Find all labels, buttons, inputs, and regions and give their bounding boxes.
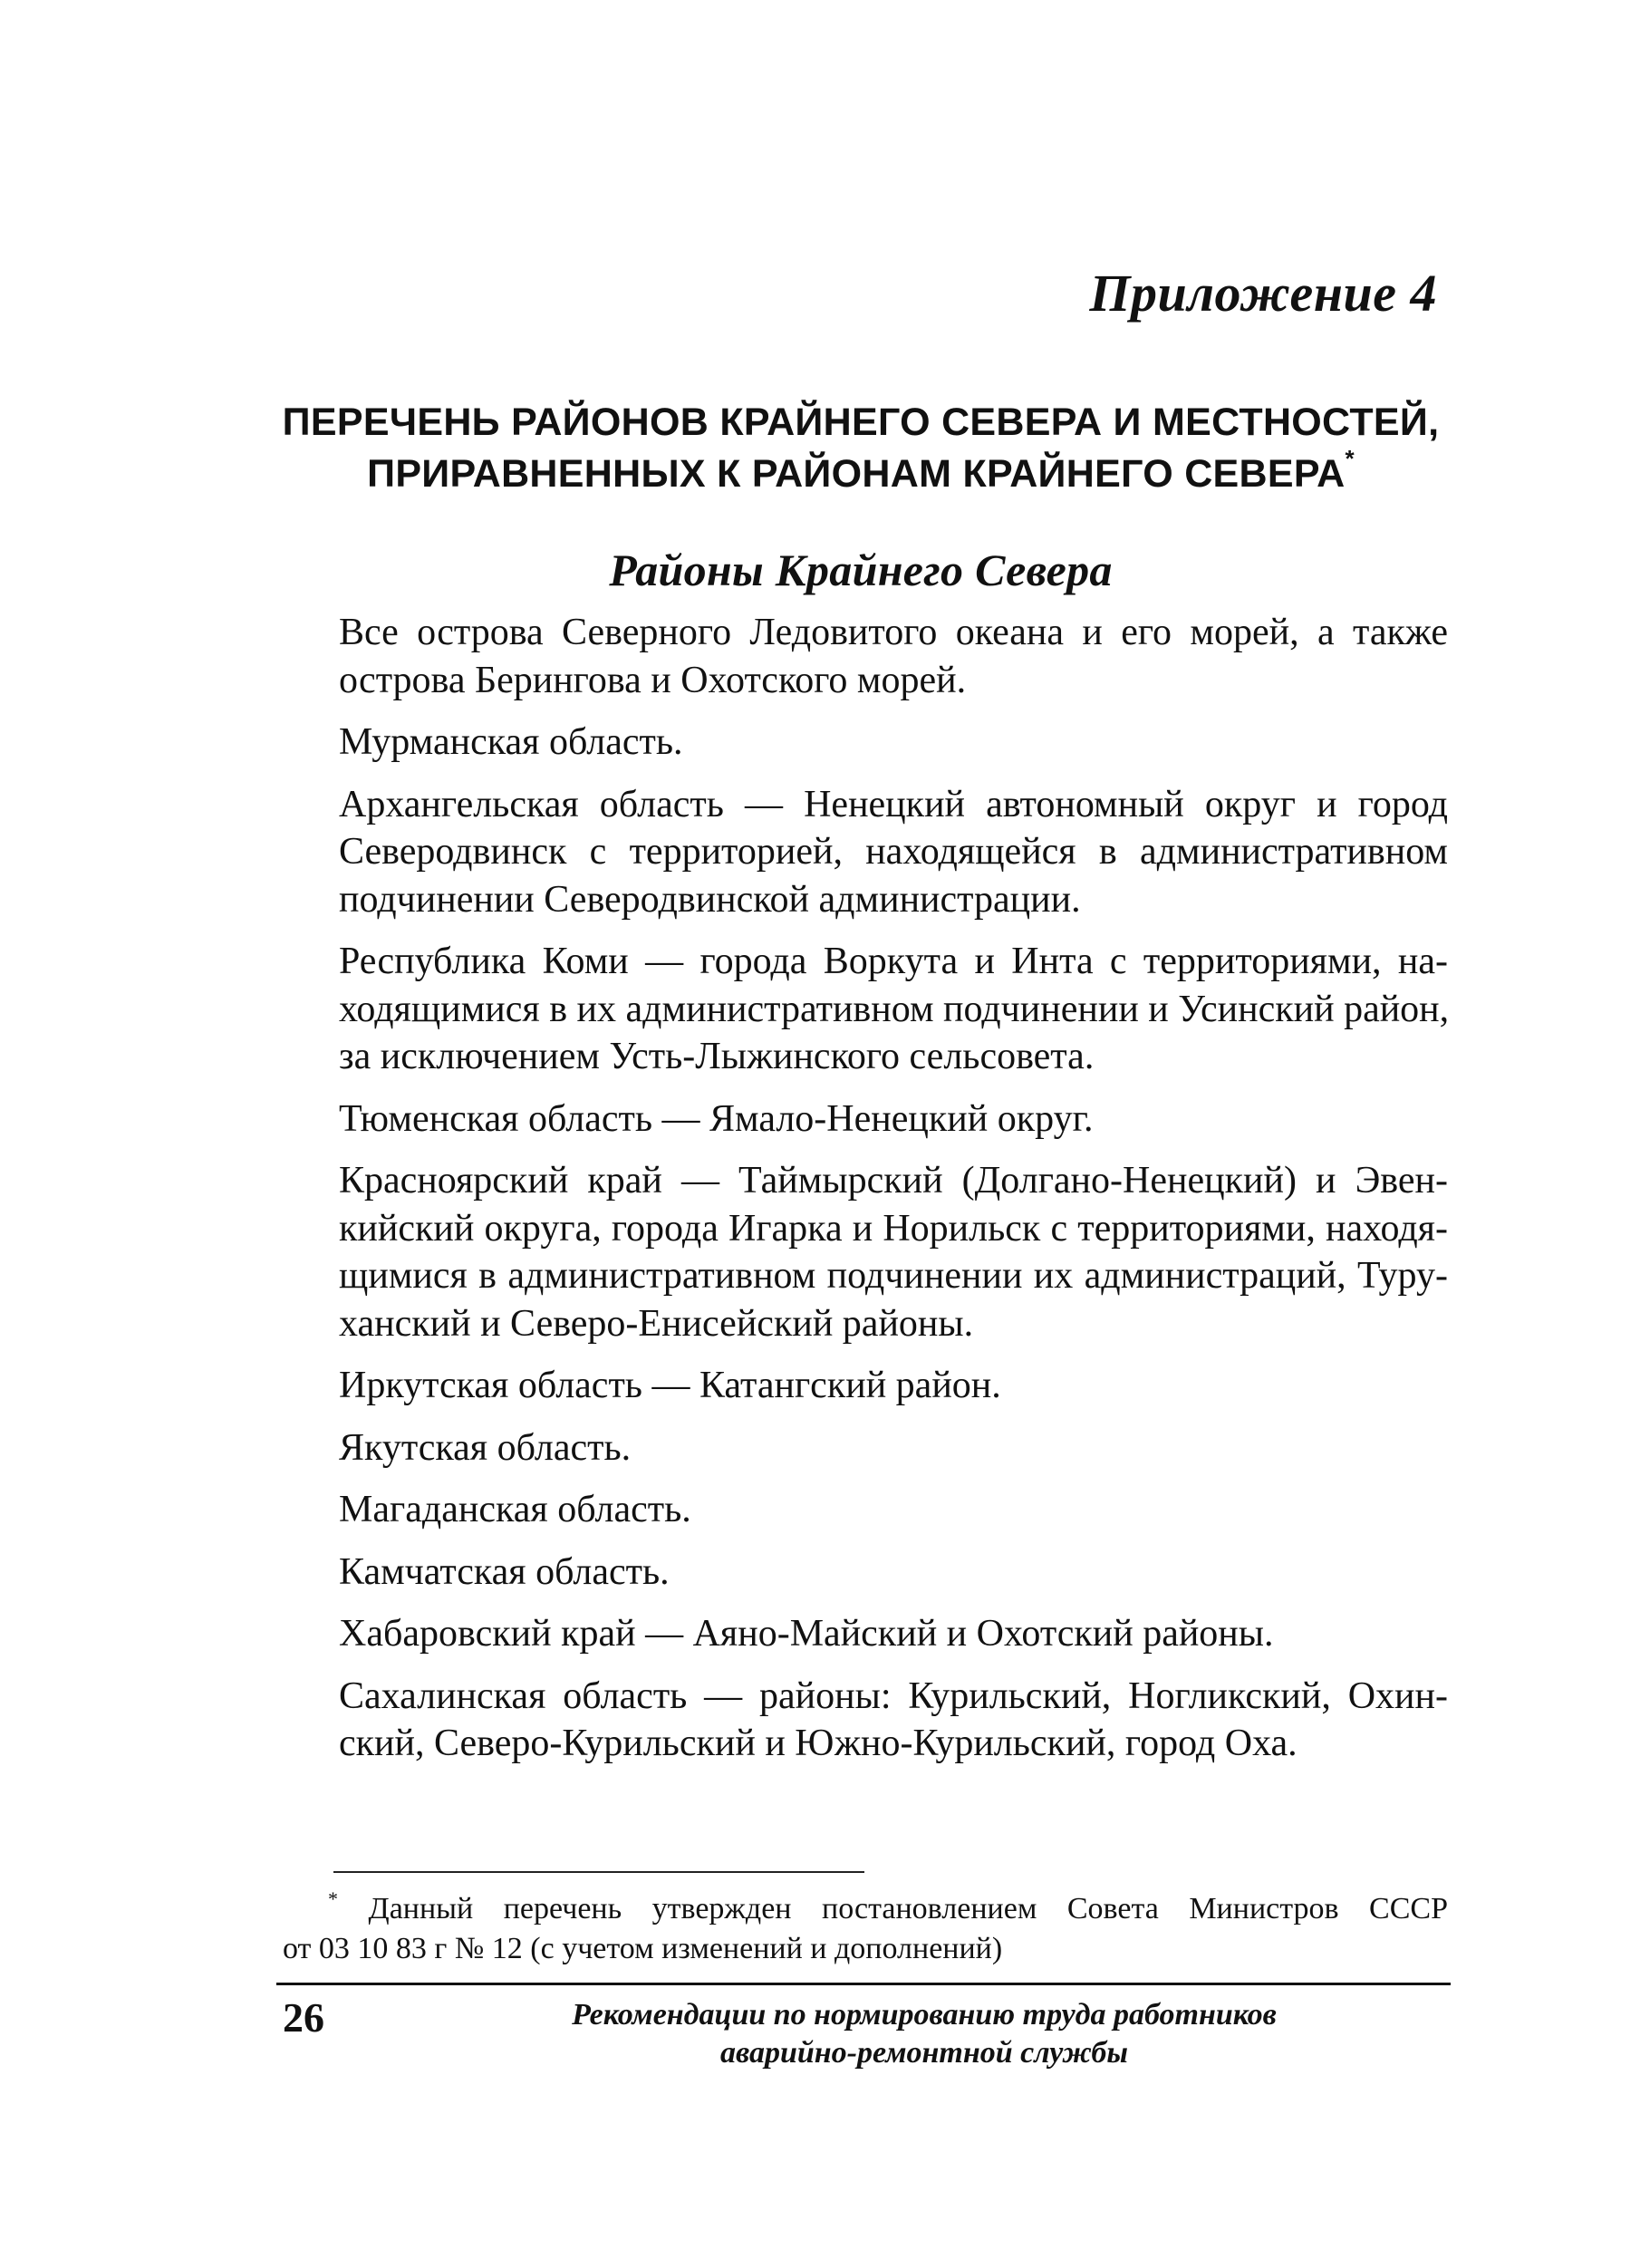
- paragraph-line: ханский и Северо-Енисейский районы.: [339, 1302, 974, 1345]
- paragraph: [283, 1424, 1448, 1472]
- footnote-line-2: от 03 10 83 г № 12 (с учетом изменений и дополнений): [283, 1932, 1003, 1965]
- paragraph-line: Магаданская область.: [339, 1489, 691, 1530]
- paragraph-line: Все острова Северного Ледовитого океана и его морей, а также: [339, 612, 1448, 653]
- footnote-mark: *: [328, 1887, 338, 1910]
- page-number: 26: [283, 1994, 324, 2041]
- footnote-divider: [333, 1871, 864, 1873]
- paragraph: [283, 1486, 1448, 1534]
- paragraph-line: Республика Коми — города Воркута и Инта с территориями, на-: [339, 941, 1448, 982]
- paragraph-line: ский, Северо-Курильский и Южно-Курильский, город Оха.: [339, 1723, 1298, 1764]
- paragraph-line: Мурманская область.: [339, 721, 683, 763]
- footnote-line-1-text: Данный перечень утвержден постановлением Совета Министров СССР: [368, 1892, 1448, 1925]
- paragraph-line: Красноярский край — Таймырский (Долгано-Ненецкий) и Эвен-: [339, 1160, 1448, 1202]
- paragraph: [283, 1610, 1448, 1658]
- footer-divider: [276, 1983, 1451, 1985]
- section-title: Районы Крайнего Севера: [609, 545, 1113, 595]
- paragraph: [283, 781, 1448, 924]
- paragraph: [283, 938, 1448, 1081]
- running-footer-line-1: Рекомендации по нормированию труда работников: [572, 1998, 1277, 2032]
- paragraph-line: Тюменская область — Ямало-Ненецкий округ.: [339, 1097, 1094, 1140]
- page-title: [272, 397, 1450, 500]
- paragraph-line: Иркутская область — Катангский район.: [339, 1365, 1001, 1406]
- paragraph-line: Северодвинск с территорией, находящейся в административном: [339, 831, 1448, 873]
- paragraph-line: Архангельская область — Ненецкий автономный округ и город: [339, 783, 1448, 825]
- paragraph-line: Камчатская область.: [339, 1550, 670, 1593]
- paragraph-line: подчинении Северодвинской администрации.: [339, 878, 1081, 921]
- footnote-line-1: [283, 1889, 1448, 1929]
- appendix-label: Приложение 4: [1089, 264, 1437, 323]
- paragraph-line: кийский округа, города Игарка и Норильск с территориями, находя-: [339, 1207, 1448, 1250]
- paragraph: [283, 1095, 1448, 1144]
- paragraph: [283, 1549, 1448, 1597]
- title-footnote-mark: *: [1345, 445, 1355, 472]
- footnote: [283, 1889, 1448, 1969]
- paragraph: [283, 1362, 1448, 1410]
- paragraph-line: щимися в административном подчинении их администраций, Туру-: [339, 1255, 1448, 1297]
- paragraph: [283, 1157, 1448, 1347]
- paragraph-line: за исключением Усть-Лыжинского сельсовета.: [339, 1036, 1095, 1077]
- title-line-2-text: ПРИРАВНЕННЫХ К РАЙОНАМ КРАЙНЕГО СЕВЕРА: [367, 452, 1346, 496]
- paragraph-line: ходящимися в их административном подчинении и Усинский район,: [339, 988, 1450, 1030]
- title-line-2: [272, 445, 1450, 500]
- paragraph: [283, 609, 1448, 704]
- paragraph-line: Якутская область.: [339, 1426, 632, 1469]
- body-text: [283, 609, 1448, 1782]
- paragraph-line: Сахалинская область — районы: Курильский, Ногликский, Охин-: [339, 1674, 1448, 1717]
- paragraph-line: острова Берингова и Охотского морей.: [339, 659, 967, 701]
- paragraph: [283, 719, 1448, 767]
- paragraph-line: Хабаровский край — Аяно-Майский и Охотский районы.: [339, 1613, 1274, 1655]
- paragraph: [283, 1673, 1448, 1768]
- title-line-1: ПЕРЕЧЕНЬ РАЙОНОВ КРАЙНЕГО СЕВЕРА И МЕСТНОСТЕЙ,: [282, 401, 1440, 444]
- running-footer: [507, 1996, 1341, 2072]
- running-footer-line-2: аварийно-ремонтной службы: [720, 2036, 1128, 2070]
